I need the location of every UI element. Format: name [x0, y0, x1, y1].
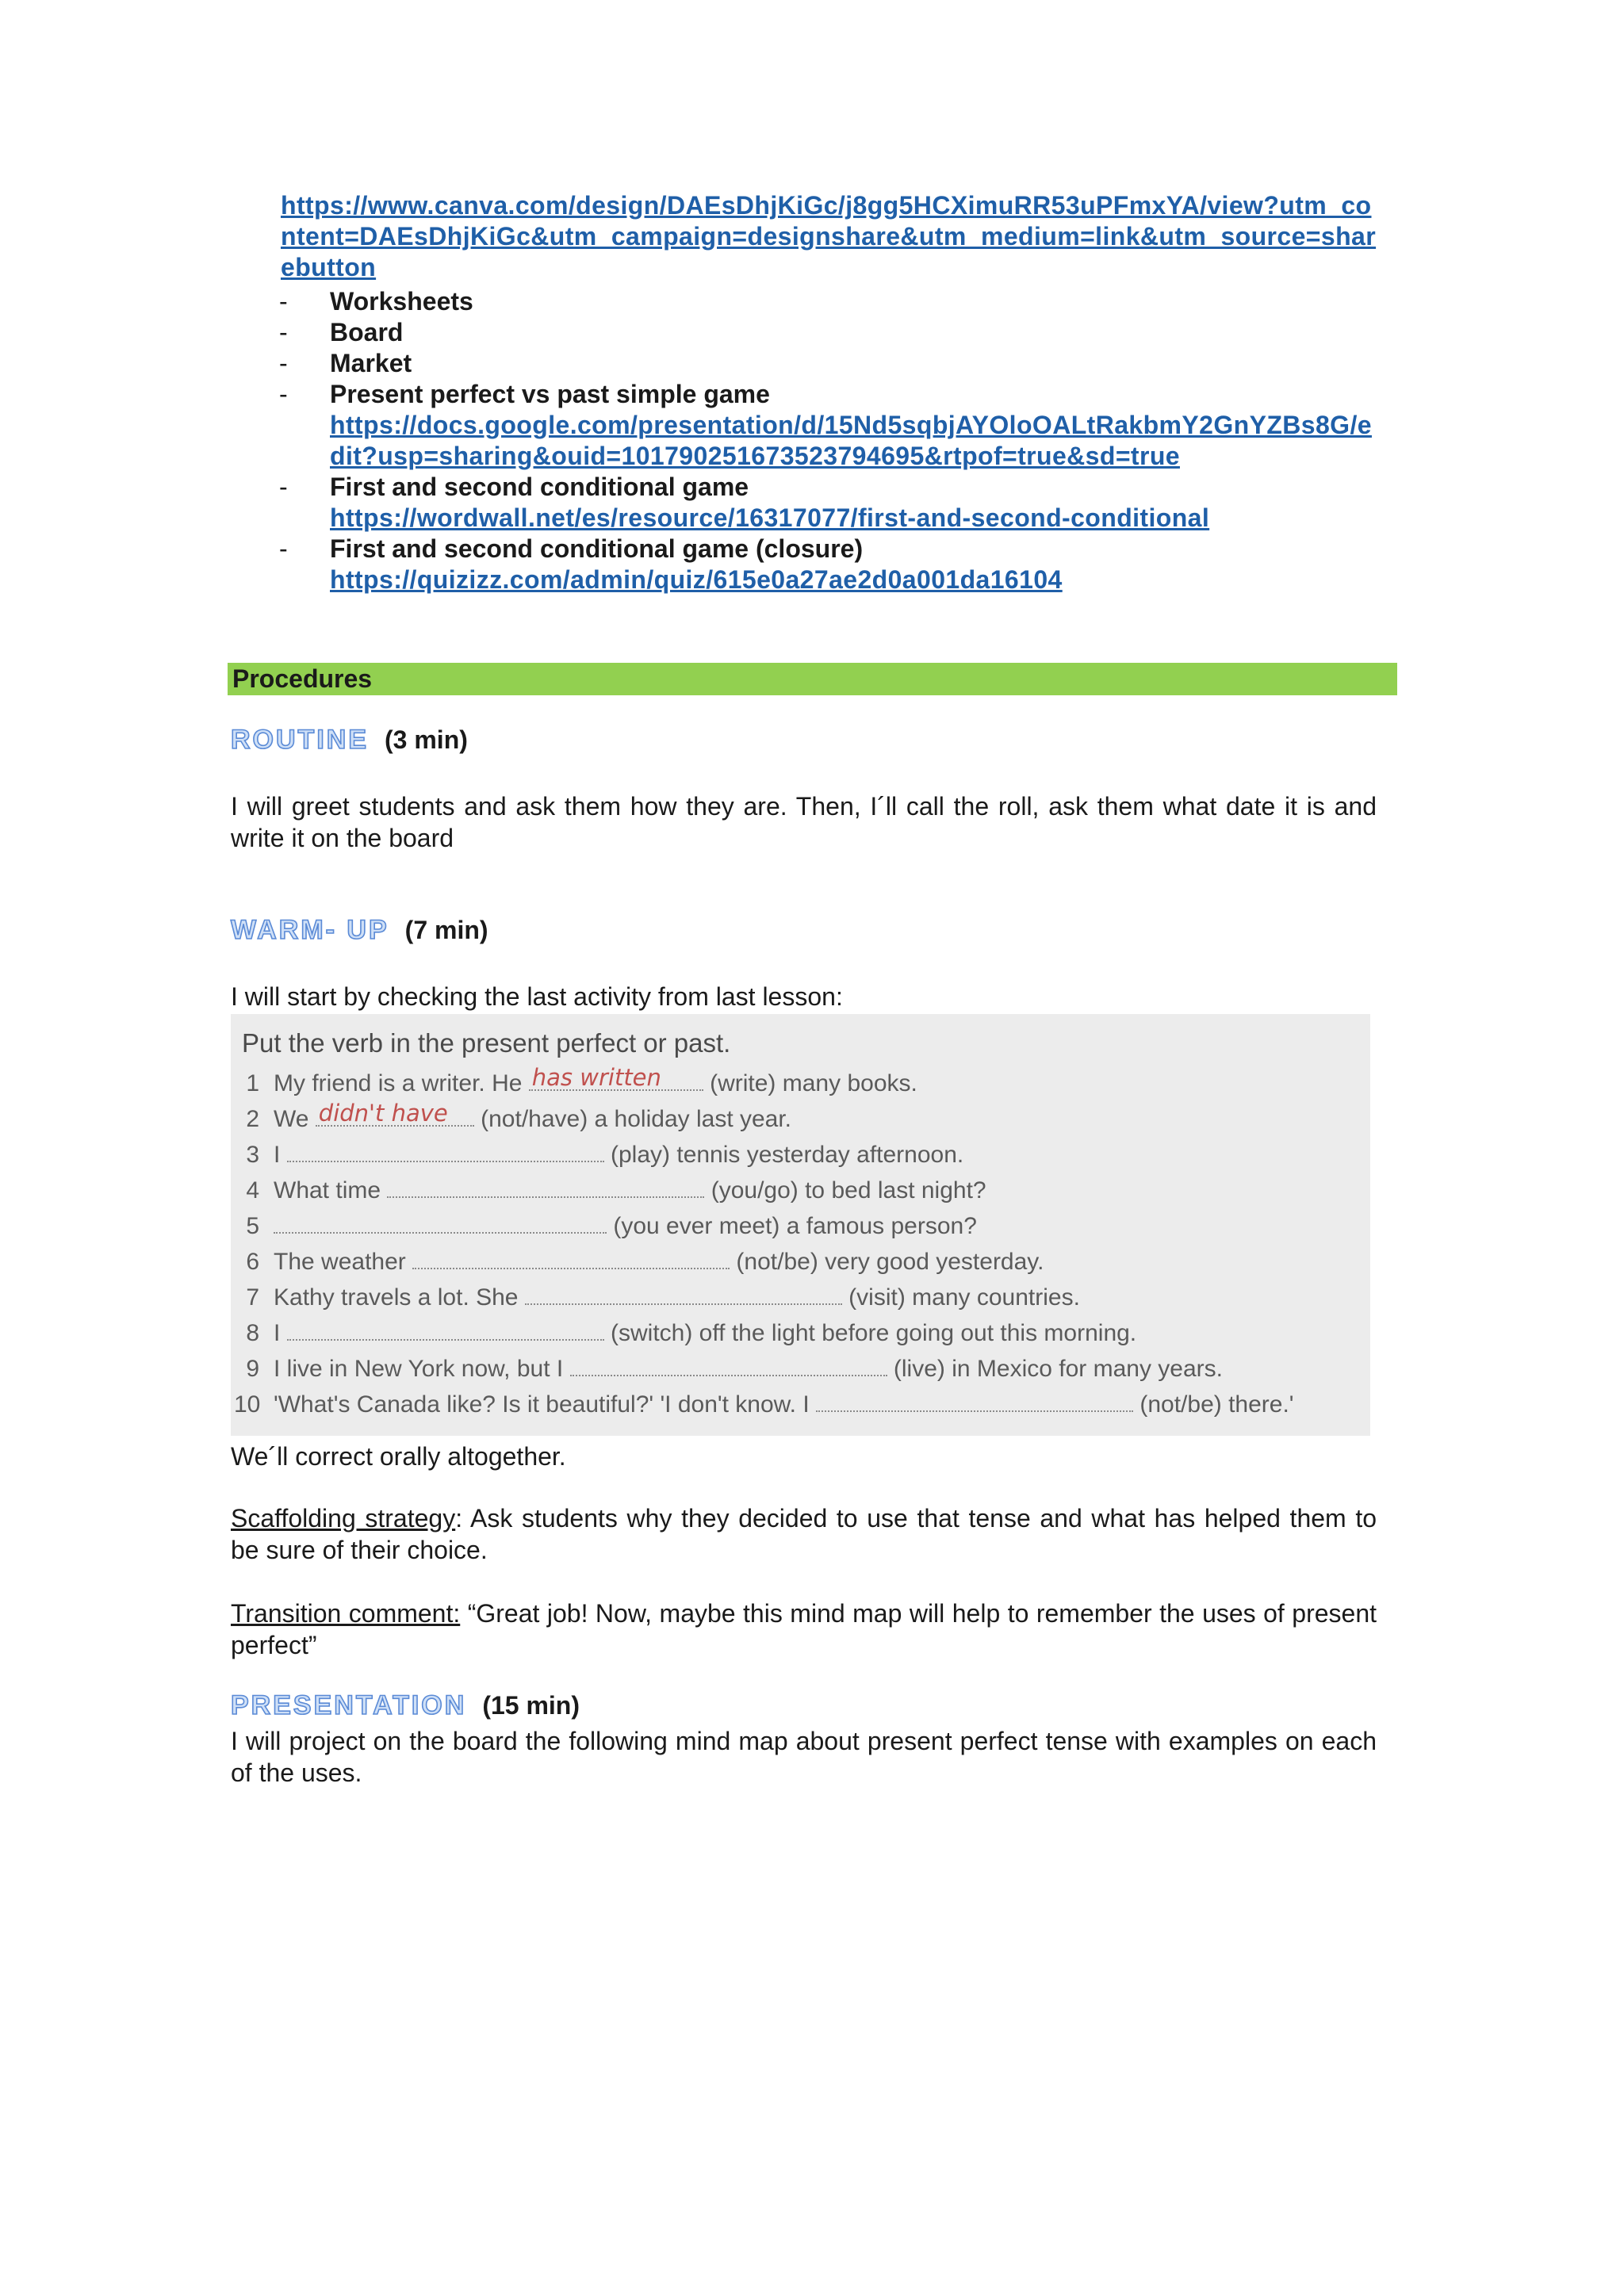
- routine-text: I will greet students and ask them how they are. Then, I´ll call the roll, ask them what date it is and write it on the board: [231, 792, 1377, 852]
- exercise-row-before: I: [274, 1320, 287, 1346]
- answer-blank: [525, 1283, 842, 1305]
- warmup-title: WARM- UP: [231, 915, 389, 945]
- scaffolding-text: : Ask students why they decided to use that tense and what has helped them to be sure of their choice.: [231, 1504, 1377, 1564]
- routine-heading: [231, 725, 468, 756]
- conditional-closure-link[interactable]: https://quizizz.com/admin/quiz/615e0a27ae2d0a001da16104: [330, 565, 1063, 594]
- exercise-row-before: My friend is a writer. He: [274, 1070, 529, 1096]
- transition-text: “Great job! Now, maybe this mind map will help to remember the uses of present perfect”: [231, 1599, 1377, 1659]
- answer-blank: [387, 1176, 704, 1198]
- resource-label: First and second conditional game: [330, 473, 749, 501]
- exercise-row-after: (play) tennis yesterday afternoon.: [603, 1142, 964, 1168]
- routine-title: ROUTINE: [231, 725, 369, 755]
- routine-time: (3 min): [385, 725, 468, 754]
- exercise-row-number: 7: [246, 1284, 259, 1311]
- exercise-row-after: (you/go) to bed last night?: [704, 1177, 986, 1203]
- presentation-heading: [231, 1690, 580, 1721]
- list-item: - Board: [279, 317, 1389, 348]
- exercise-row-before: I: [274, 1142, 287, 1168]
- warmup-heading: [231, 915, 488, 946]
- exercise-row: [231, 1138, 1370, 1173]
- exercise-row-number: 1: [246, 1070, 259, 1096]
- scaffolding-label: Scaffolding strategy: [231, 1504, 456, 1533]
- exercise-image: [231, 1014, 1370, 1436]
- answer-blank: [412, 1247, 730, 1269]
- presentation-title: PRESENTATION: [231, 1690, 467, 1720]
- answer-blank: [274, 1211, 607, 1234]
- transition-label: Transition comment:: [231, 1599, 461, 1628]
- exercise-row-after: (write) many books.: [703, 1070, 917, 1096]
- exercise-row-after: (not/be) very good yesterday.: [730, 1249, 1044, 1275]
- present-perfect-game-link[interactable]: https://docs.google.com/presentation/d/15Nd5sqbjAYOloOALtRakbmY2GnYZBs8G/edit?usp=sharing&ouid=101790251673523794695&rtpof=true&sd=true: [330, 411, 1372, 470]
- exercise-row: [231, 1209, 1370, 1244]
- exercise-row-number: 3: [246, 1142, 259, 1168]
- exercise-row-number: 8: [246, 1320, 259, 1346]
- answer-blank: [816, 1390, 1133, 1412]
- exercise-row-before: I live in New York now, but I: [274, 1356, 570, 1382]
- answer-blank: [287, 1318, 604, 1341]
- warmup-after: We´ll correct orally altogether.: [231, 1442, 566, 1471]
- exercise-row-number: 10: [234, 1391, 261, 1418]
- exercise-row-after: (switch) off the light before going out this morning.: [603, 1320, 1137, 1346]
- exercise-row: [231, 1173, 1370, 1208]
- handwritten-answer: has written: [531, 1064, 661, 1091]
- exercise-row-before: 'What's Canada like? Is it beautiful?' 'I don't know. I: [274, 1391, 817, 1418]
- transition-paragraph: [231, 1598, 1377, 1661]
- handwritten-answer: didn't have: [318, 1100, 448, 1127]
- exercise-row: [231, 1387, 1370, 1422]
- resource-label: Worksheets: [330, 287, 473, 316]
- exercise-row-number: 6: [246, 1249, 259, 1275]
- exercise-row-number: 9: [246, 1356, 259, 1382]
- exercise-row-after: (visit) many countries.: [841, 1284, 1080, 1311]
- exercise-row-after: (not/have) a holiday last year.: [473, 1106, 792, 1132]
- exercise-title: Put the verb in the present perfect or past.: [242, 1028, 731, 1058]
- exercise-row-after: (live) in Mexico for many years.: [887, 1356, 1223, 1382]
- conditional-game-link[interactable]: https://wordwall.net/es/resource/16317077/first-and-second-conditional: [330, 503, 1210, 532]
- resource-label: Market: [330, 349, 412, 377]
- answer-blank: [570, 1354, 887, 1376]
- scaffolding-paragraph: [231, 1502, 1377, 1566]
- presentation-time: (15 min): [482, 1691, 580, 1720]
- exercise-row-after: (you ever meet) a famous person?: [607, 1213, 977, 1239]
- list-item: - Worksheets: [279, 286, 1389, 317]
- list-item: - Present perfect vs past simple game https://docs.google.com/presentation/d/15Nd5sqbjAYOloOALtRakbmY2GnYZBs8G/edit?usp=sharing&ouid=101790251673523794695&rtpof=true&sd=true: [279, 379, 1389, 472]
- list-item: - First and second conditional game (closure) https://quizizz.com/admin/quiz/615e0a27ae2d0a001da16104: [279, 534, 1389, 595]
- list-item: - Market: [279, 348, 1389, 379]
- answer-blank: [287, 1140, 604, 1162]
- resource-label: Present perfect vs past simple game: [330, 380, 770, 408]
- exercise-row: [231, 1316, 1370, 1351]
- exercise-row-after: (not/be) there.': [1133, 1391, 1294, 1418]
- exercise-row-before: Kathy travels a lot. She: [274, 1284, 525, 1311]
- exercise-row: [231, 1245, 1370, 1280]
- warmup-time: (7 min): [404, 916, 488, 944]
- resource-label: First and second conditional game (closure): [330, 534, 864, 563]
- warmup-intro: I will start by checking the last activity from last lesson:: [231, 982, 843, 1011]
- resource-label: Board: [330, 318, 404, 346]
- exercise-row: [231, 1280, 1370, 1315]
- exercise-row-before: We: [274, 1106, 316, 1132]
- exercise-row-before: What time: [274, 1177, 388, 1203]
- exercise-row: [231, 1352, 1370, 1387]
- list-item: - First and second conditional game https://wordwall.net/es/resource/16317077/first-and-second-conditional: [279, 472, 1389, 534]
- presentation-text: I will project on the board the following mind map about present perfect tense with examples on each of the uses.: [231, 1727, 1377, 1787]
- canva-link[interactable]: https://www.canva.com/design/DAEsDhjKiGc/j8gg5HCXimuRR53uPFmxYA/view?utm_content=DAEsDhjKiGc&utm_campaign=designshare&utm_medium=link&utm_source=sharebutton: [281, 191, 1377, 281]
- exercise-row: [231, 1102, 1370, 1137]
- exercise-row-number: 5: [246, 1213, 259, 1239]
- exercise-row-number: 4: [246, 1177, 259, 1203]
- procedures-heading: Procedures: [228, 663, 1397, 695]
- exercise-row-number: 2: [246, 1106, 259, 1132]
- resources-list: [279, 286, 1389, 595]
- exercise-row-before: The weather: [274, 1249, 413, 1275]
